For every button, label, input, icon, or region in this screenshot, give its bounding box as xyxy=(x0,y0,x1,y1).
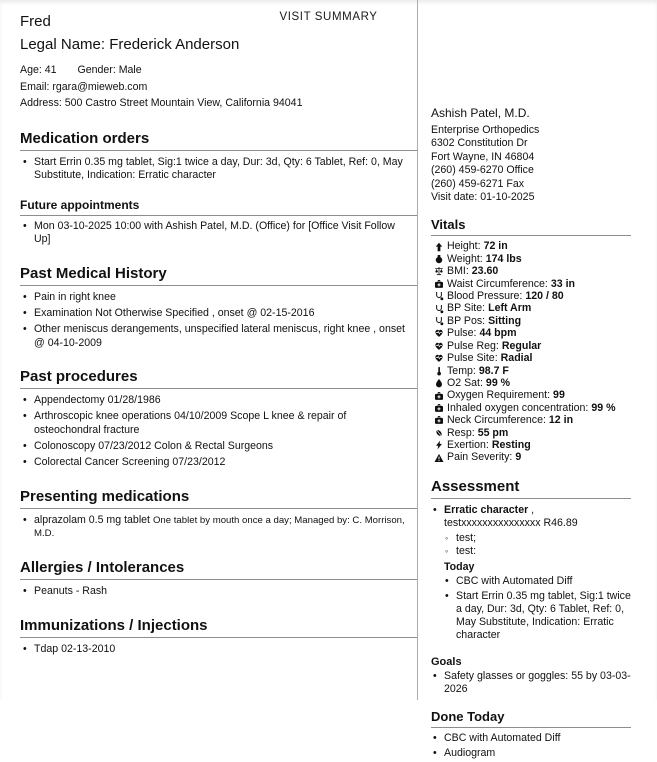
medical-kit-icon xyxy=(434,279,444,289)
list-item xyxy=(20,514,405,541)
heart-pulse-icon xyxy=(434,328,444,338)
future-appointments-list xyxy=(20,220,405,247)
list-item: • Colonoscopy 07/23/2012 Colon & Rectal Surgeons xyxy=(20,440,405,454)
goal-item: • Safety glasses or goggles: 55 by 03-03-2026 xyxy=(431,670,631,696)
list-item: • Mon 03-10-2025 10:00 with Ashish Patel, M.D. (Office) for [Office Visit Follow Up] xyxy=(20,220,405,247)
list-item: • Arthroscopic knee operations 04/10/2009 Scope L knee & repair of osteochondral fracture xyxy=(20,410,405,437)
warning-icon xyxy=(434,453,444,463)
vital-row: Weight: 174 lbs xyxy=(431,253,631,265)
assessment-sub-list xyxy=(444,532,631,558)
vitals-list xyxy=(431,240,631,463)
medical-kit-icon xyxy=(434,403,444,413)
droplet-icon xyxy=(434,378,444,388)
heart-pulse-icon xyxy=(434,341,444,351)
vital-row: Neck Circumference: 12 in xyxy=(431,414,631,426)
provider-name: Ashish Patel, M.D. xyxy=(431,106,530,120)
presenting-medications-list xyxy=(20,514,405,541)
patient-gender: Gender: Male xyxy=(77,64,142,76)
vital-row: Temp: 98.7 F xyxy=(431,365,631,377)
today-label: Today xyxy=(444,560,475,573)
thermometer-icon xyxy=(434,366,444,376)
assessment-diagnosis-note: , testxxxxxxxxxxxxxxx R46.89 xyxy=(444,503,578,529)
vitals-heading: Vitals xyxy=(431,217,631,236)
today-item: • CBC with Automated Diff xyxy=(444,575,631,588)
weight-icon xyxy=(434,254,444,264)
list-item: • Other meniscus derangements, unspecified lateral meniscus, right knee , onset @ 04-10-2009 xyxy=(20,323,405,350)
vital-row: BP Site: Left Arm xyxy=(431,302,631,314)
patient-email: Email: rgara@mieweb.com xyxy=(20,80,148,93)
vital-row: BMI: 23.60 xyxy=(431,265,631,277)
immunizations-heading: Immunizations / Injections xyxy=(20,617,417,638)
provider-phone: (260) 459-6270 Office xyxy=(431,164,534,177)
section-presenting-medications xyxy=(20,488,405,541)
done-today-heading: Done Today xyxy=(431,709,631,728)
section-past-medical-history xyxy=(20,265,405,350)
vital-row: Pain Severity: 9 xyxy=(431,451,631,463)
vital-row: Height: 72 in xyxy=(431,240,631,252)
vital-row: Pulse Site: Radial xyxy=(431,352,631,364)
list-item: • Colorectal Cancer Screening 07/23/2012 xyxy=(20,456,405,470)
provider-address-line2: Fort Wayne, IN 46804 xyxy=(431,150,535,163)
done-today-item: • Audiogram xyxy=(431,747,631,760)
patient-age-gender xyxy=(20,62,405,79)
assessment-diagnosis: Erratic character xyxy=(444,503,529,516)
vital-row: Resp: 55 pm xyxy=(431,427,631,439)
section-allergies xyxy=(20,559,405,599)
list-item: • Peanuts - Rash xyxy=(20,585,405,599)
provider-address-line1: 6302 Constitution Dr xyxy=(431,137,528,150)
patient-legal-name: Legal Name: Frederick Anderson xyxy=(20,36,240,53)
past-medical-history-heading: Past Medical History xyxy=(20,265,417,286)
allergies-heading: Allergies / Intolerances xyxy=(20,559,417,580)
assessment-sub-item: ◦ test: xyxy=(444,545,631,558)
drug-name: alprazolam 0.5 mg tablet xyxy=(34,513,151,526)
right-column xyxy=(431,0,631,762)
assessment-item xyxy=(431,504,631,530)
today-list xyxy=(444,575,631,643)
visit-date: Visit date: 01-10-2025 xyxy=(431,191,535,204)
medication-orders-heading: Medication orders xyxy=(20,130,417,151)
vital-row: Oxygen Requirement: 99 xyxy=(431,389,631,401)
vital-row: Exertion: Resting xyxy=(431,439,631,451)
immunizations-list xyxy=(20,643,405,657)
list-item: • Appendectomy 01/28/1986 xyxy=(20,394,405,408)
goals-heading: Goals xyxy=(431,655,462,668)
vital-row: BP Pos: Sitting xyxy=(431,315,631,327)
vital-row: Waist Circumference: 33 in xyxy=(431,278,631,290)
provider-fax: (260) 459-6271 Fax xyxy=(431,177,525,190)
leaf-icon xyxy=(434,428,444,438)
provider-block xyxy=(431,0,631,204)
presenting-medications-heading: Presenting medications xyxy=(20,488,417,509)
section-past-procedures xyxy=(20,368,405,469)
arrow-up-icon xyxy=(434,242,444,252)
medication-orders-list xyxy=(20,156,405,183)
stethoscope-icon xyxy=(434,304,444,314)
future-appointments-heading: Future appointments xyxy=(20,198,417,216)
stethoscope-icon xyxy=(434,316,444,326)
section-immunizations xyxy=(20,617,405,657)
assessment-heading: Assessment xyxy=(431,478,631,499)
heart-pulse-icon xyxy=(434,353,444,363)
vital-row: Pulse: 44 bpm xyxy=(431,327,631,339)
patient-address: Address: 500 Castro Street Mountain View, California 94041 xyxy=(20,97,303,109)
drug-details: One tablet by mouth once a day; Managed by: C. Morrison, M.D. xyxy=(34,514,405,540)
medical-kit-icon xyxy=(434,391,444,401)
done-today-item: • CBC with Automated Diff xyxy=(431,732,631,745)
vital-row: Pulse Reg: Regular xyxy=(431,340,631,352)
goals-list xyxy=(431,670,631,696)
list-item: • Pain in right knee xyxy=(20,291,405,305)
balance-scale-icon xyxy=(434,266,444,276)
provider-organization: Enterprise Orthopedics xyxy=(431,124,540,136)
vital-row: O2 Sat: 99 % xyxy=(431,377,631,389)
stethoscope-icon xyxy=(434,291,444,301)
past-medical-history-list xyxy=(20,291,405,350)
allergies-list xyxy=(20,585,405,599)
list-item: • Tdap 02-13-2010 xyxy=(20,643,405,657)
assessment-sub-item: ◦ test; xyxy=(444,532,631,545)
vital-row: Inhaled oxygen concentration: 99 % xyxy=(431,402,631,414)
section-medication-orders xyxy=(20,130,405,183)
done-today-list xyxy=(431,732,631,760)
list-item: • Examination Not Otherwise Specified , onset @ 02-15-2016 xyxy=(20,307,405,321)
medical-kit-icon xyxy=(434,415,444,425)
patient-first-name: Fred xyxy=(20,13,51,30)
page-title: VISIT SUMMARY xyxy=(279,11,378,23)
past-procedures-heading: Past procedures xyxy=(20,368,417,389)
vital-row: Blood Pressure: 120 / 80 xyxy=(431,290,631,302)
section-future-appointments xyxy=(20,198,405,247)
list-item: • Start Errin 0.35 mg tablet, Sig:1 twice a day, Dur: 3d, Qty: 6 Tablet, Ref: 0, May Substitute, Indication: Erratic character xyxy=(20,156,405,183)
assessment-list xyxy=(431,504,631,530)
lightning-icon xyxy=(434,440,444,450)
today-item: • Start Errin 0.35 mg tablet, Sig:1 twice a day, Dur: 3d, Qty: 6 Tablet, Ref: 0, May Substitute, Indication: Erratic character xyxy=(444,590,631,643)
patient-age: Age: 41 xyxy=(20,64,57,76)
past-procedures-list xyxy=(20,394,405,469)
